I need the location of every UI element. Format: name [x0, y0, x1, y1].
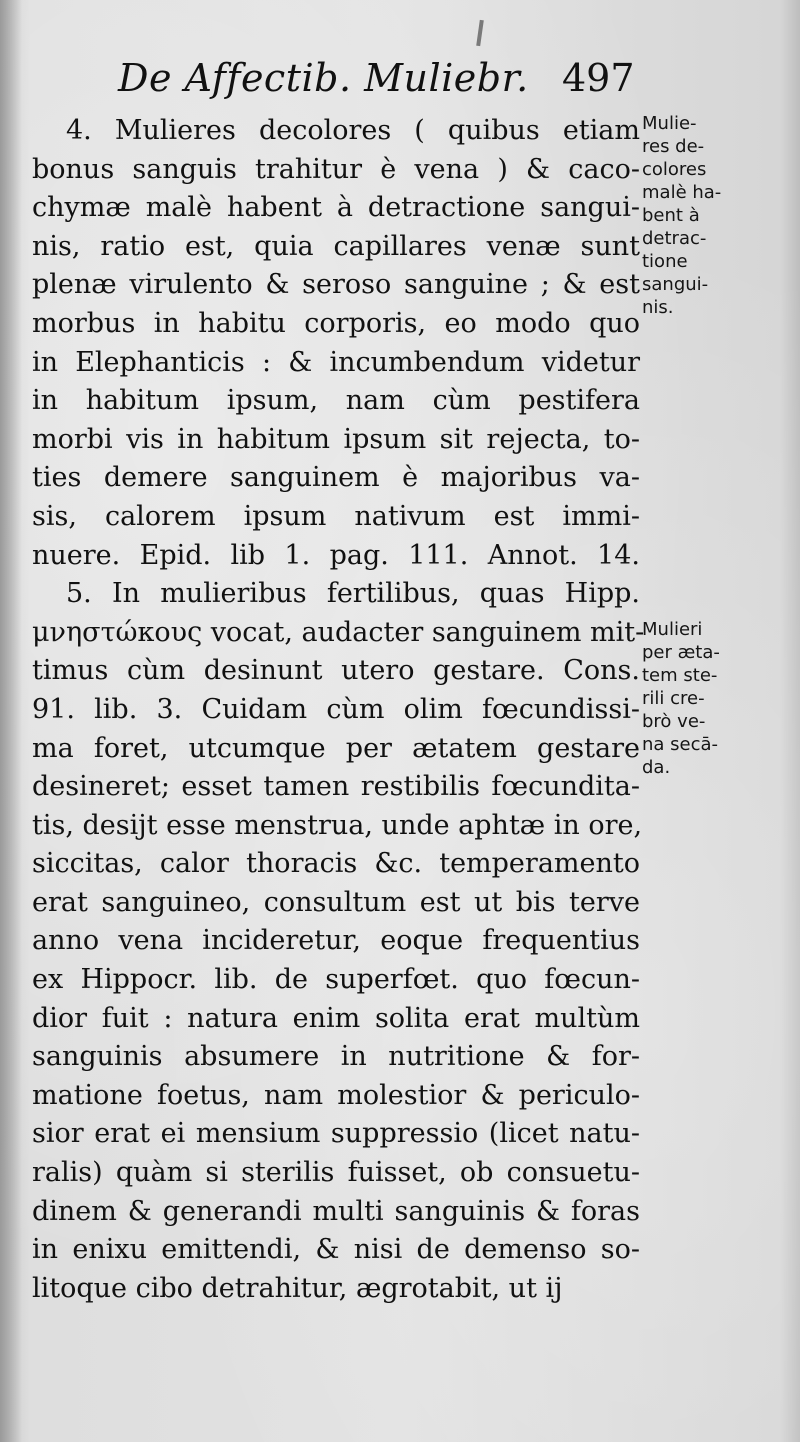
- text-line: erat sanguineo, consultum est ut bis terve: [32, 886, 640, 918]
- text-line: dinem & generandi multi sanguinis & foras: [32, 1195, 640, 1227]
- margin-note-line: detrac-: [642, 228, 707, 249]
- text-line: in enixu emittendi, & nisi de demenso so-: [32, 1234, 640, 1266]
- ink-mark: [476, 20, 484, 46]
- text-line: litoque cibo detrahitur, ægrotabit, ut ij: [32, 1272, 563, 1304]
- text-line: matione foetus, nam molestior & periculo-: [32, 1079, 640, 1111]
- margin-note-line: per æta-: [642, 642, 720, 663]
- text-line: siccitas, calor thoracis &c. temperamento: [32, 848, 640, 880]
- margin-note-line: bent à: [642, 205, 700, 226]
- text-line: ties demere sanguinem è majoribus va-: [32, 462, 640, 494]
- margin-note-line: brò ve-: [642, 711, 706, 732]
- main-text-column: [32, 112, 645, 1308]
- text-line: nis, ratio est, quia capillares venæ sunt: [32, 230, 640, 262]
- margin-note-line: nis.: [642, 297, 674, 318]
- page-number: 497: [562, 56, 635, 100]
- text-line: ma foret, utcumque per ætatem gestare: [32, 732, 640, 764]
- margin-note-line: tem ste-: [642, 665, 718, 686]
- text-line: 91. lib. 3. Cuidam cùm olim fœcundissi-: [32, 693, 640, 725]
- page-gutter-shadow: [0, 0, 22, 1442]
- text-line: ralis) quàm si sterilis fuisset, ob consuetu-: [32, 1157, 640, 1189]
- page-header: [118, 52, 638, 104]
- text-line: desineret; esset tamen restibilis fœcundita-: [32, 771, 640, 803]
- running-head: De Affectib. Muliebr.: [118, 56, 529, 100]
- margin-note-line: da.: [642, 757, 671, 778]
- text-line: anno vena incideretur, eoque frequentius: [32, 925, 640, 957]
- text-line: plenæ virulento & seroso sanguine ; & est: [32, 269, 640, 301]
- text-line: tis, desijt esse menstrua, unde aphtæ in ore,: [32, 809, 643, 841]
- text-line: morbus in habitu corporis, eo modo quo: [32, 307, 640, 339]
- text-line: 4. Mulieres decolores ( quibus etiam: [66, 115, 640, 146]
- margin-note-line: sangui-: [642, 274, 709, 295]
- text-line: sis, calorem ipsum nativum est immi-: [32, 500, 640, 532]
- text-line: sanguinis absumere in nutritione & for-: [32, 1041, 640, 1073]
- text-line: bonus sanguis trahitur è vena ) & caco-: [32, 153, 640, 185]
- margin-note-line: na secā-: [642, 734, 719, 755]
- text-line: in Elephanticis : & incumbendum videtur: [32, 346, 640, 378]
- text-line: nuere. Epid. lib 1. pag. 111. Annot. 14.: [32, 539, 640, 571]
- text-line: ex Hippocr. lib. de superfœt. quo fœcun-: [32, 964, 640, 996]
- text-line: sior erat ei mensium suppressio (licet natu-: [32, 1118, 640, 1150]
- text-line: timus cùm desinunt utero gestare. Cons.: [32, 655, 640, 687]
- margin-note-line: colores: [642, 159, 707, 180]
- margin-note-line: Mulieri: [642, 619, 703, 640]
- margin-note-line: res de-: [642, 136, 705, 157]
- text-line: 5. In mulieribus fertilibus, quas Hipp.: [66, 578, 640, 610]
- margin-note-line: Mulie-: [642, 113, 697, 134]
- text-line: μνηστώκους vocat, audacter sanguinem mit-: [32, 616, 645, 648]
- margin-note-line: tione: [642, 251, 688, 272]
- margin-note-line: malè ha-: [642, 182, 722, 203]
- text-line: morbi vis in habitum ipsum sit rejecta, to-: [32, 423, 640, 455]
- text-line: chymæ malè habent à detractione sangui-: [32, 192, 640, 224]
- margin-note: [642, 618, 792, 779]
- margin-note: [642, 112, 792, 319]
- margin-note-line: rili cre-: [642, 688, 705, 709]
- text-line: in habitum ipsum, nam cùm pestifera: [32, 385, 640, 417]
- text-line: dior fuit : natura enim solita erat multùm: [32, 1002, 640, 1034]
